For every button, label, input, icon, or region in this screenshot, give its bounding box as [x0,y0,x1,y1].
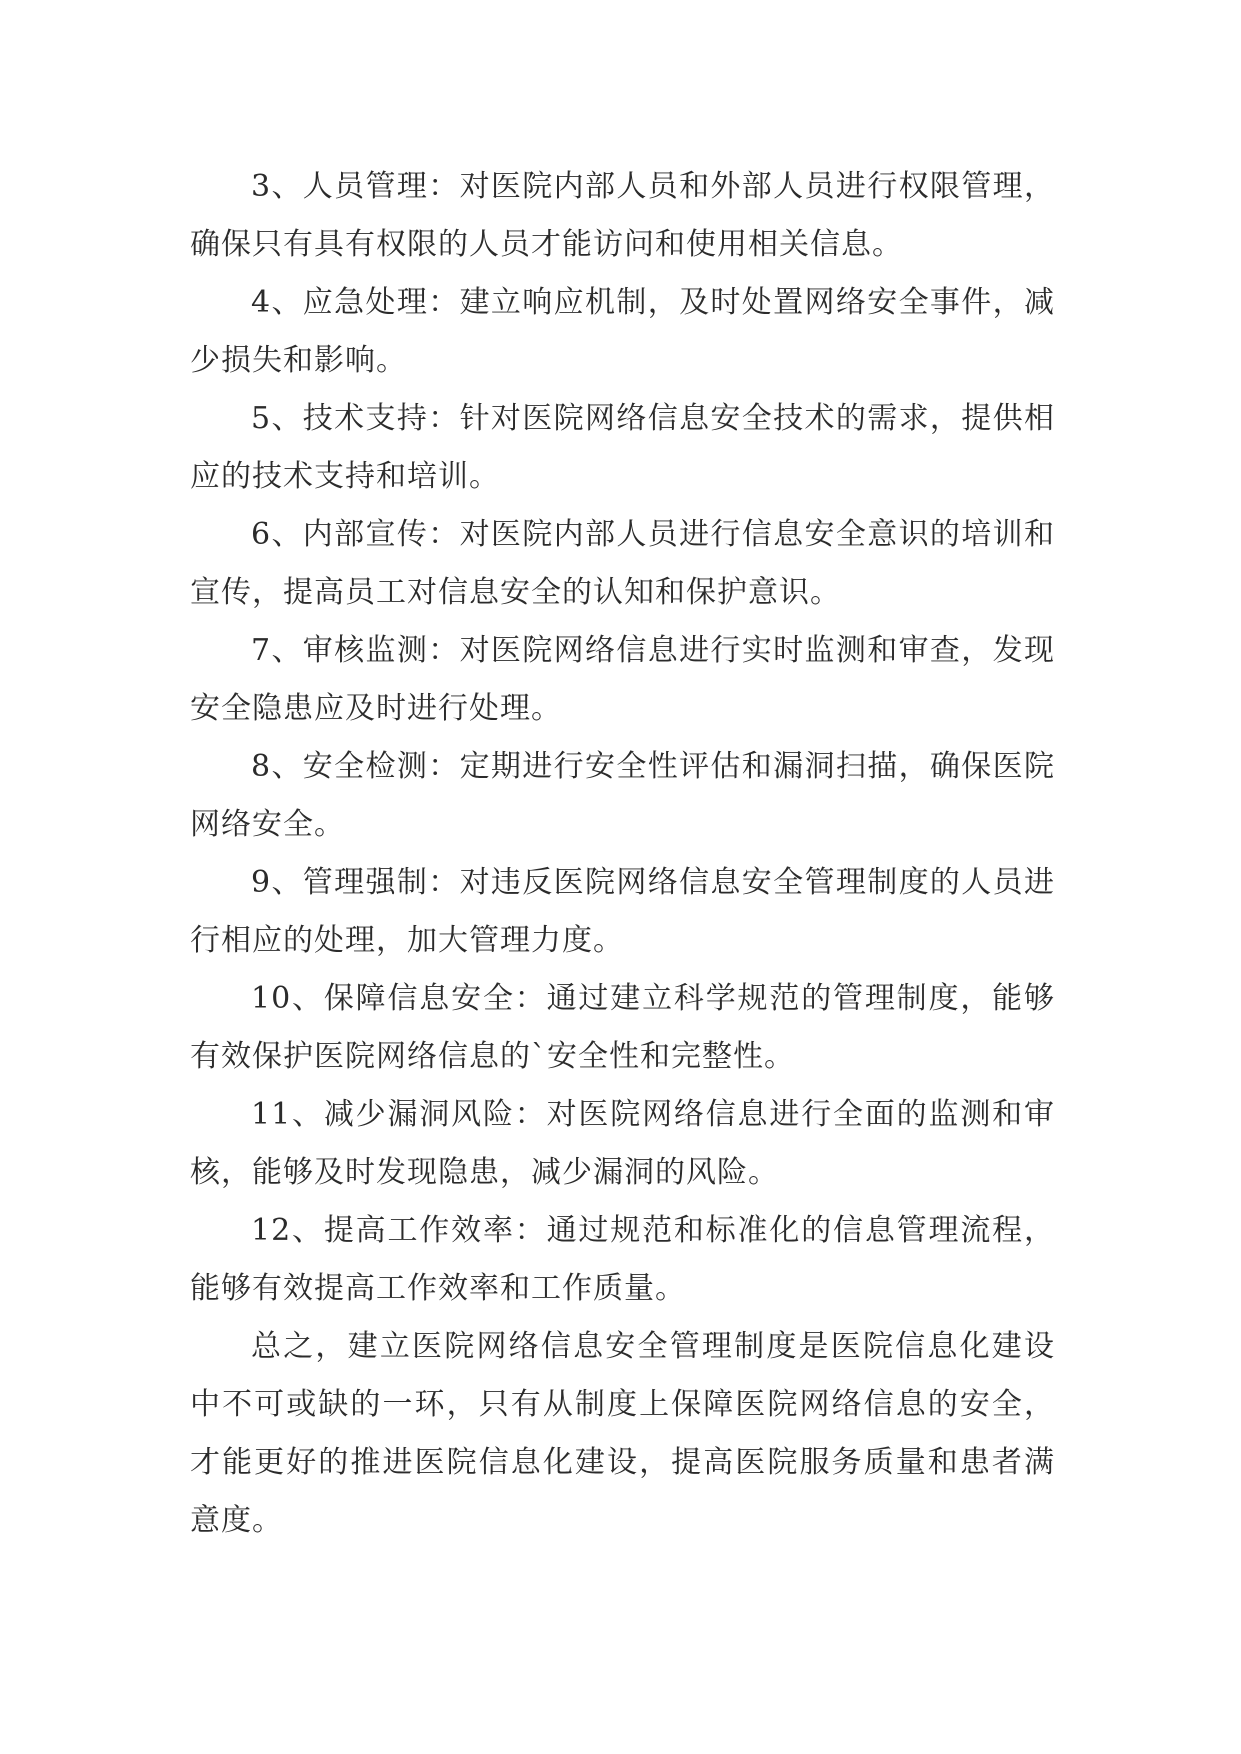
paragraph-management-enforcement: 9、管理强制：对违反医院网络信息安全管理制度的人员进行相应的处理，加大管理力度。 [190,865,1055,958]
paragraph-audit-monitoring: 7、审核监测：对医院网络信息进行实时监测和审查，发现安全隐患应及时进行处理。 [190,633,1055,726]
paragraph-personnel-management: 3、人员管理：对医院内部人员和外部人员进行权限管理，确保只有具有权限的人员才能访问和使用相关信息。 [190,169,1055,262]
paragraph-ensure-info-security: 10、保障信息安全：通过建立科学规范的管理制度，能够有效保护医院网络信息的`安全性和完整性。 [190,981,1055,1074]
paragraph-technical-support: 5、技术支持：针对医院网络信息安全技术的需求，提供相应的技术支持和培训。 [190,401,1055,494]
paragraph-improve-efficiency: 12、提高工作效率：通过规范和标准化的信息管理流程，能够有效提高工作效率和工作质量。 [190,1213,1055,1306]
paragraph-security-inspection: 8、安全检测：定期进行安全性评估和漏洞扫描，确保医院网络安全。 [190,749,1055,842]
paragraph-conclusion: 总之，建立医院网络信息安全管理制度是医院信息化建设中不可或缺的一环，只有从制度上保障医院网络信息的安全，才能更好的推进医院信息化建设，提高医院服务质量和患者满意度。 [190,1329,1055,1538]
paragraph-reduce-vulnerability-risk: 11、减少漏洞风险：对医院网络信息进行全面的监测和审核，能够及时发现隐患，减少漏洞的风险。 [190,1097,1055,1190]
paragraph-internal-publicity: 6、内部宣传：对医院内部人员进行信息安全意识的培训和宣传，提高员工对信息安全的认知和保护意识。 [190,517,1055,610]
document-body [190,158,1055,1550]
paragraph-emergency-handling: 4、应急处理：建立响应机制，及时处置网络安全事件，减少损失和影响。 [190,285,1055,378]
